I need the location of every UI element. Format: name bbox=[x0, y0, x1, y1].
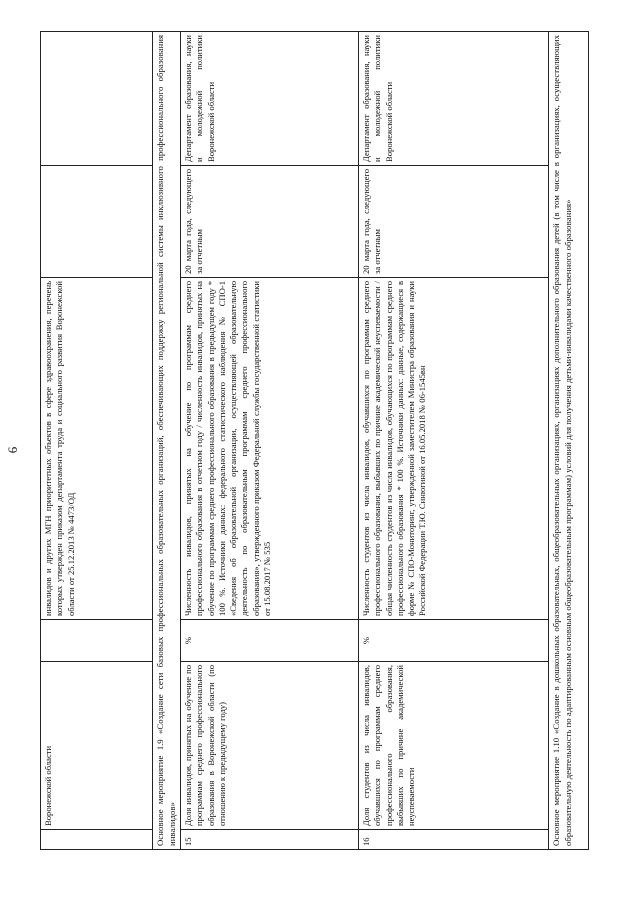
indicator-table bbox=[40, 31, 589, 850]
indicator-name: Доля студентов из числа инвалидов, обучавшихся по программам среднего профессионального образования, выбывших по причине академической неуспеваемости bbox=[359, 662, 549, 830]
calculation-method: Численность студентов из числа инвалидов, обучавшихся по программам среднего профессионального образования, выбывших по причине академической неуспеваемости / общая численность студентов из числа инвалидов, обучающихся по программам среднего профессионального образования * 100 %. Источники данных: данные, содержащиеся в форме № СПО-Мониторинг, утвержденной заместителем Министра образования и науки Российской Федерации Т.Ю. Синюгиной от 16.05.2018 № 06-1545вн bbox=[359, 278, 549, 620]
unit-cell bbox=[41, 620, 153, 662]
section-heading-row bbox=[549, 32, 589, 850]
section-heading-1-9: Основное мероприятие 1.9 «Создание сети базовых профессиональных образовательных организаций, обеспечивающих поддержку региональной системы инклюзивного профессионального образования инвалидов» bbox=[153, 32, 181, 850]
period-cell bbox=[41, 166, 153, 278]
indicator-cell: Воронежской области bbox=[41, 662, 153, 830]
table-row bbox=[359, 32, 549, 850]
unit: % bbox=[181, 620, 359, 662]
section-heading-row bbox=[153, 32, 181, 850]
row-number: 16 bbox=[359, 830, 549, 850]
row-number: 15 bbox=[181, 830, 359, 850]
section-heading-1-10: Основное мероприятие 1.10 «Создание в дошкольных образовательных, общеобразовательных организациях, организациях дополнительного образования детей (в том числе в организациях, осуществляющих образовательную деятельность по адаптированным основным общеобразовательным программам) условий для получения детьми-инвалидами качественного образования» bbox=[549, 32, 589, 850]
table-row bbox=[41, 32, 153, 850]
responsible-body: Департамент образования, науки и молодежной политики Воронежской области bbox=[181, 32, 359, 166]
table-row bbox=[181, 32, 359, 850]
reporting-period: 20 марта года, следующего за отчетным bbox=[359, 166, 549, 278]
reporting-period: 20 марта года, следующего за отчетным bbox=[181, 166, 359, 278]
calculation-method: Численность инвалидов, принятых на обучение по программам среднего профессионального образования в отчетном году / численность инвалидов, принятых на обучение по программам среднего профессионального образования в предыдущем году * 100 %. Источники данных: федерального статистического наблюдения № СПО-1 «Сведения об образовательной организации, осуществляющей образовательную деятельность по образовательным программам среднего профессионального образования», утвержденного приказом Федеральной службы государственной статистики от 15.08.2017 № 535 bbox=[181, 278, 359, 620]
unit: % bbox=[359, 620, 549, 662]
num-cell bbox=[41, 830, 153, 850]
indicator-name: Доля инвалидов, принятых на обучение по программам среднего профессионального образования в Воронежской области (по отношению к предыдущему году) bbox=[181, 662, 359, 830]
responsible-cell bbox=[41, 32, 153, 166]
method-cell: инвалидов и других МГН приоритетных объектов в сфере здравоохранения, перечень которых утвержден приказом департамента труда и социального развития Воронежской области от 25.12.2013 № 4473/ОД bbox=[41, 278, 153, 620]
responsible-body: Департамент образования, науки и молодежной политики Воронежской области bbox=[359, 32, 549, 166]
page-number: 6 bbox=[5, 446, 20, 454]
